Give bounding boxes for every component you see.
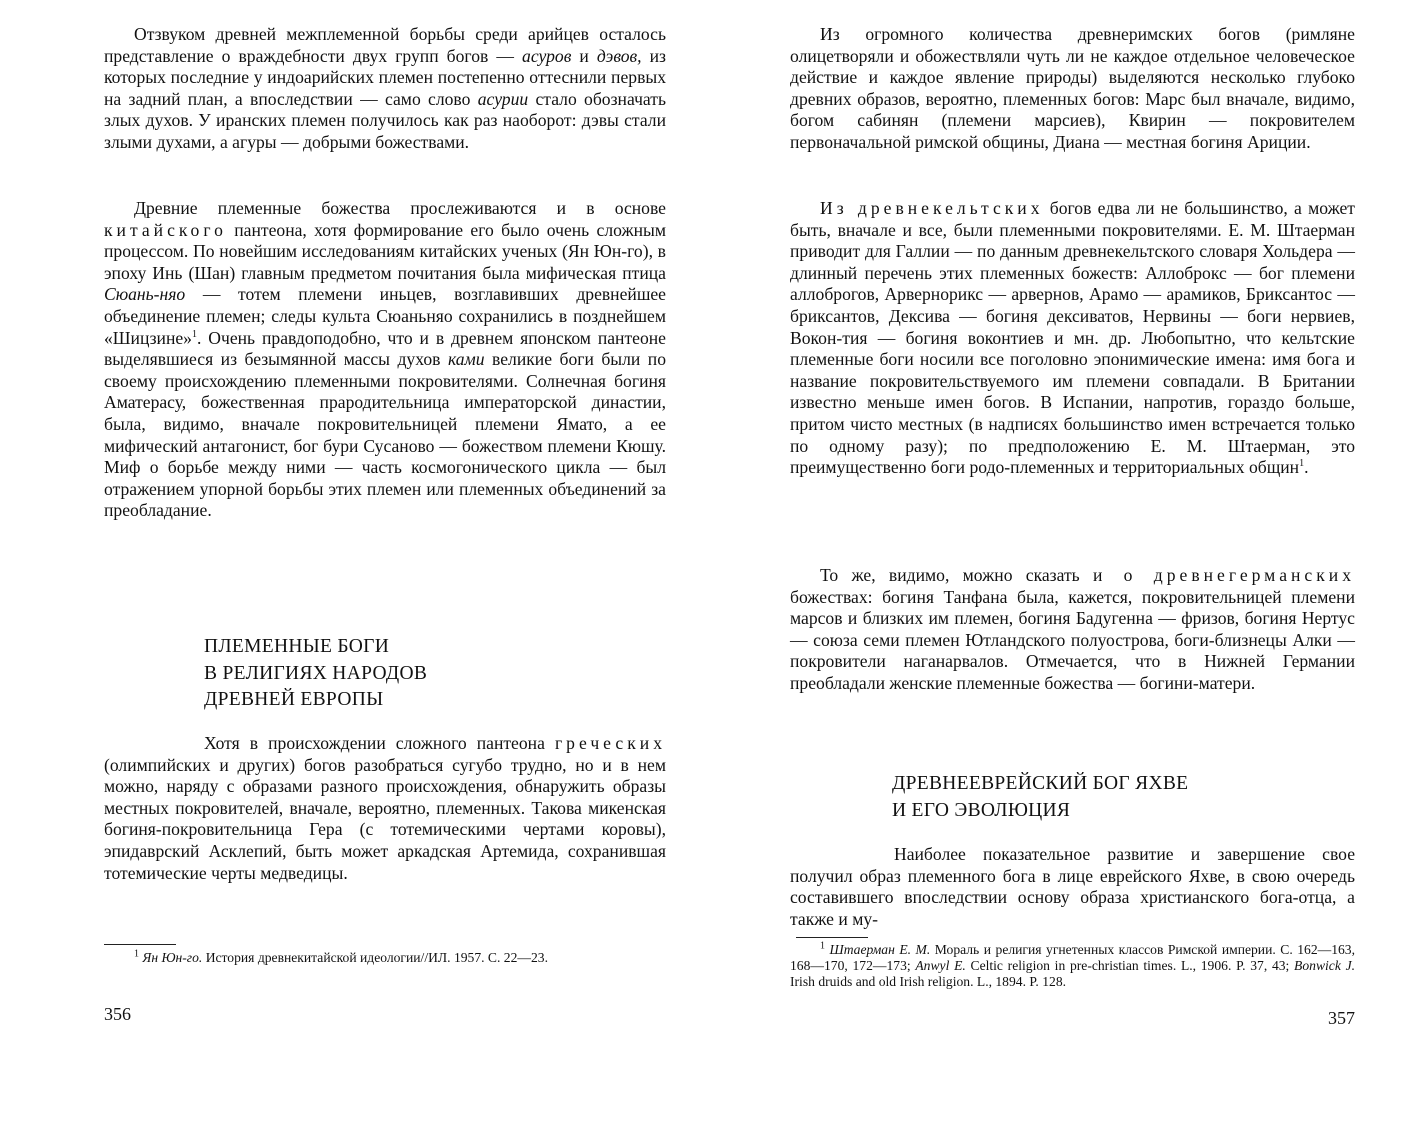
footnote-divider [796, 937, 868, 938]
paragraph-greek-pantheon [104, 733, 666, 884]
paragraph-celtic-gods [790, 198, 1355, 479]
footnote-text: История древнекитайской идеологии//ИЛ. 1957. С. 22—23. [202, 950, 548, 965]
footnote-author: Ян Юн-го. [142, 950, 203, 965]
text: То же, видимо, можно сказать [820, 565, 1093, 585]
text: из которых последние у индоарийских племен постепенно оттеснили первых на задний план, а впоследствии — само слово [104, 45, 666, 109]
footnote-ref[interactable]: 1 [191, 328, 197, 340]
italic-term: асуров [522, 45, 572, 66]
text: Древние племенные божества прослеживаются и в основе [134, 198, 666, 218]
footnote-number: 1 [820, 940, 825, 952]
text: Хотя в происхождении сложного пантеона [204, 733, 555, 753]
paragraph-chinese-japanese-pantheon [104, 198, 666, 522]
footnote-author: Anwyl E. [915, 958, 966, 973]
italic-term: дэвов, [596, 45, 642, 66]
heading-line: ДРЕВНЕЕВРЕЙСКИЙ БОГ ЯХВЕ [892, 773, 1189, 794]
footnote-text: Celtic religion in pre-christian times. L., 1906. P. 37, 43; [965, 958, 1295, 973]
text: великие боги были по своему происхождению племенными покровителями. Солнечная богиня Аматерасу, божественная прародительница императорской династии, была, видимо, вначале покровительницей племени Ямато, а ее мифический антагонист, бог бури Сусаново — божеством племени Кюшу. Миф о борьбе между ними — часть космогонического цикла — был отражением упорной борьбы этих племен или племенных объединений за преобладание. [104, 349, 666, 521]
paragraph-germanic-gods [790, 565, 1355, 695]
text: и [571, 45, 597, 66]
italic-term: ками [447, 349, 485, 370]
footnote [104, 950, 666, 966]
section-heading-yahweh [892, 771, 1188, 824]
text: пантеона, хотя формирование его было очень сложным процессом. По новейшим исследованиям китайских ученых (Ян Юн-го), в эпоху Инь (Шан) главным предметом почитания была мифическая птица [104, 219, 666, 283]
footnote-text: Мораль и религия угнетенных классов Римской империи. С. 162—163, 168—170, 172—173; [790, 942, 1356, 973]
text: — тотем племени иньцев, возглавивших древнейшее объединение племен; следы культа Сюаньняо сохранились в позднейшем «Шицзине» [104, 284, 666, 348]
heading-line: И ЕГО ЭВОЛЮЦИЯ [892, 799, 1071, 821]
footnote-author: Bonwick J. [1294, 958, 1356, 973]
spaced-term: Из древнекельтских [820, 198, 1044, 218]
spaced-term: и о древнегерманских [1092, 565, 1355, 585]
paragraph-asuras-devas [104, 24, 666, 154]
footnote-author: Штаерман Е. М. [829, 942, 931, 957]
heading-line: ДРЕВНЕЙ ЕВРОПЫ [204, 689, 384, 710]
text: божествах: богиня Танфана была, кажется, покровительницей племени марсов и близких им племен, богиня Бадугенна — фризов, богиня Нертус — союза семи племен Ютландского полуострова, боги-близнецы Алки — покровители наганарвалов. Отмечается, что в Нижней Германии преобладали женские племенные божества — богини-матери. [790, 586, 1355, 693]
text: стало обозначать злых духов. У иранских племен получилось как раз наоборот: дэвы стали злыми духами, а агуры — добрыми божествами. [104, 88, 666, 152]
footnote [790, 942, 1355, 990]
paragraph-yahweh: Наиболее показательное развитие и завершение свое получил образ племенного бога в лице еврейского Яхве, в свою очередь составившего впоследствии основу образа христианского бога-отца, а также и му- [790, 844, 1355, 929]
footnote-text: Irish druids and old Irish religion. L., 1894. P. 128. [790, 974, 1067, 989]
footnote-number: 1 [134, 948, 139, 960]
spaced-term: китайского [104, 219, 227, 240]
text: Отзвуком древней межплеменной борьбы среди арийцев осталось представление о враждебности двух групп богов — [104, 24, 666, 66]
italic-term: Сюань-няо [104, 284, 186, 305]
spaced-term: греческих [554, 733, 666, 753]
italic-term: асурии [477, 88, 529, 109]
footnote-ref[interactable]: 1 [1299, 458, 1305, 470]
heading-line: В РЕЛИГИЯХ НАРОДОВ [204, 662, 428, 684]
paragraph-roman-gods: Из огромного количества древнеримских богов (римляне олицетворяли и обожествляли чуть ли не каждое отдельное человеческое действие и каждое явление природы) выделяются несколько глубоко древних образов, вероятно, племенных богов: Марс был вначале, видимо, богом сабинян (племени марсиев), Квирин — покровителем первоначальной римской общины, Диана — местная богиня Ариции. [790, 24, 1355, 152]
page-number: 357 [1328, 1008, 1355, 1028]
footnote-divider [104, 944, 176, 945]
section-heading-europe [204, 634, 427, 714]
text: . [1304, 457, 1309, 478]
heading-line: ПЛЕМЕННЫЕ БОГИ [204, 636, 390, 657]
text: богов едва ли не большинство, а может быть, вначале и все, были племенными покровителями. Е. М. Штаерман приводит для Галлии — по данным древнекельтского словаря Хольдера — длинный перечень этих племенных божеств: Аллоброкс — бог племени аллоброгов, Арвернорикс — арвернов, Арамо — арамиков, Бриксантос — бриксантов, Дексива — богиня дексиватов, Нервины — боги нервиев, Вокон-тия — богиня воконтиев и мн. др. Любопытно, что кельтские племенные боги носили все поголовно эпонимические имена: имя бога и название покровительствуемого им племени совпадали. В Британии известно меньше имен богов. В Испании, напротив, гораздо больше, притом чисто местных (в надписях большинство имен встречается только по одному разу); по предположению Е. М. Штаерман, это преимущественно боги родо-племенных и территориальных общин [790, 198, 1355, 478]
page-number: 356 [104, 1004, 131, 1024]
text: (олимпийских и других) богов разобраться сугубо трудно, но и в нем можно, наряду с образами разного происхождения, обнаружить образы местных покровителей, вначале, вероятно, племенных. Такова микенская богиня-покровительница Гера (с тотемическими чертами коровы), эпидаврский Асклепий, быть может аркадская Артемида, сохранившая тотемические черты медведицы. [104, 754, 666, 883]
text: . Очень правдоподобно, что и в древнем японском пантеоне выделявшиеся из безымянной массы духов [104, 327, 666, 370]
